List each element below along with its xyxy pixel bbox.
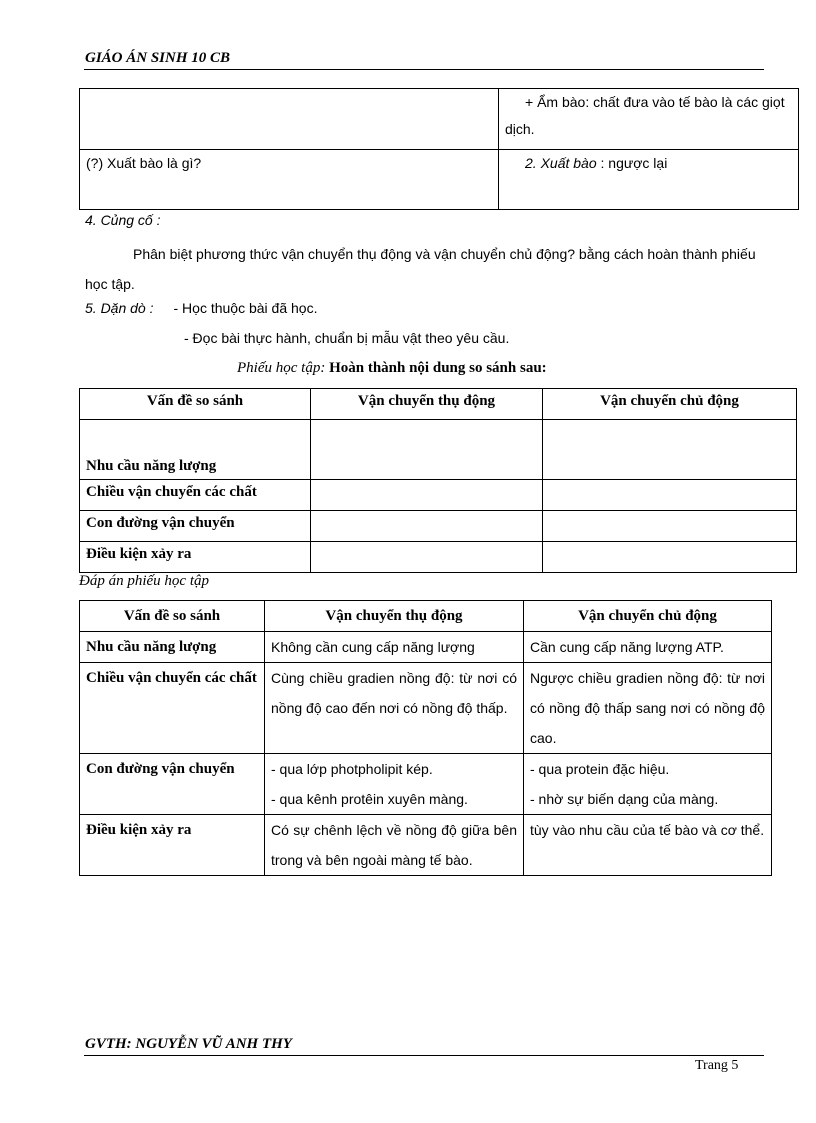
worksheet-label: Phiếu học tập: xyxy=(237,360,326,376)
list-item: - nhờ sự biến dạng của màng. xyxy=(530,791,719,807)
blank-cell xyxy=(543,542,797,573)
passive-cell: Có sự chênh lệch về nồng độ giữa bên trong và bên ngoài màng tế bào. xyxy=(265,815,524,876)
table-header-row xyxy=(80,389,797,420)
table-row xyxy=(80,511,797,542)
lesson-table xyxy=(79,88,799,210)
section-4-paragraph xyxy=(85,239,765,299)
table-row xyxy=(80,815,772,876)
list-item: - qua kênh protêin xuyên màng. xyxy=(271,791,468,807)
table-cell xyxy=(80,89,499,150)
paragraph-text: Phân biệt phương thức vận chuyển thụ động và vận chuyển chủ động? bằng cách hoàn thành phiếu học tập. xyxy=(85,246,756,292)
blank-cell xyxy=(311,542,543,573)
row-label: Nhu cầu năng lượng xyxy=(80,632,265,663)
column-header: Vận chuyển thụ động xyxy=(311,389,543,420)
worksheet-title xyxy=(237,360,547,377)
homework-item: - Học thuộc bài đã học. xyxy=(173,300,318,316)
blank-cell xyxy=(543,480,797,511)
column-header: Vận chuyển chủ động xyxy=(524,601,772,632)
column-header: Vận chuyển thụ động xyxy=(265,601,524,632)
table-row xyxy=(80,480,797,511)
blank-cell xyxy=(543,420,797,480)
blank-cell xyxy=(311,480,543,511)
section-5-label: 5. Dặn dò : xyxy=(85,300,154,316)
row-label: Chiều vận chuyển các chất xyxy=(80,663,265,754)
answer-cell xyxy=(499,150,799,210)
table-row xyxy=(80,542,797,573)
footer-author: GVTH: NGUYỄN VŨ ANH THY xyxy=(85,1036,292,1052)
worksheet-table xyxy=(79,388,797,573)
row-label: Điều kiện xảy ra xyxy=(80,815,265,876)
section-5-heading xyxy=(85,300,317,316)
footer-divider xyxy=(84,1055,764,1056)
section-4-heading: 4. Củng cố : xyxy=(85,212,161,228)
table-row xyxy=(80,150,799,210)
column-header: Vấn đề so sánh xyxy=(80,601,265,632)
answer-title: Đáp án phiếu học tập xyxy=(79,573,209,589)
table-header-row xyxy=(80,601,772,632)
row-label: Nhu cầu năng lượng xyxy=(80,420,311,480)
column-header: Vận chuyển chủ động xyxy=(543,389,797,420)
table-row xyxy=(80,89,799,150)
active-cell: Ngược chiều gradien nồng độ: từ nơi có nồng độ thấp sang nơi có nồng độ cao. xyxy=(524,663,772,754)
list-item: - qua lớp photpholipit kép. xyxy=(271,761,433,777)
column-header: Vấn đề so sánh xyxy=(80,389,311,420)
row-label: Chiều vận chuyển các chất xyxy=(80,480,311,511)
header-divider xyxy=(84,69,764,70)
table-cell: + Ẩm bào: chất đưa vào tế bào là các giọt dịch. xyxy=(499,89,799,150)
row-label: Con đường vận chuyển xyxy=(80,511,311,542)
row-label: Con đường vận chuyển xyxy=(80,754,265,815)
homework-item: - Đọc bài thực hành, chuẩn bị mẫu vật theo yêu cầu. xyxy=(184,330,510,346)
list-item: - qua protein đặc hiệu. xyxy=(530,761,670,777)
passive-cell xyxy=(265,754,524,815)
answer-text: : ngược lại xyxy=(596,155,668,171)
page-number: Trang 5 xyxy=(695,1058,739,1073)
answer-table xyxy=(79,600,772,876)
worksheet-text: Hoàn thành nội dung so sánh sau: xyxy=(325,360,547,376)
active-cell: tùy vào nhu cầu của tế bào và cơ thể. xyxy=(524,815,772,876)
blank-cell xyxy=(543,511,797,542)
question-cell: (?) Xuất bào là gì? xyxy=(80,150,499,210)
active-cell: Cần cung cấp năng lượng ATP. xyxy=(524,632,772,663)
blank-cell xyxy=(311,420,543,480)
active-cell xyxy=(524,754,772,815)
table-row xyxy=(80,632,772,663)
row-label: Điều kiện xảy ra xyxy=(80,542,311,573)
table-row xyxy=(80,754,772,815)
passive-cell: Không cần cung cấp năng lượng xyxy=(265,632,524,663)
page-header-title: GIÁO ÁN SINH 10 CB xyxy=(85,50,231,66)
answer-label: 2. Xuất bào xyxy=(525,155,597,171)
table-row xyxy=(80,663,772,754)
table-row xyxy=(80,420,797,480)
passive-cell: Cùng chiều gradien nồng độ: từ nơi có nồng độ cao đến nơi có nồng độ thấp. xyxy=(265,663,524,754)
blank-cell xyxy=(311,511,543,542)
